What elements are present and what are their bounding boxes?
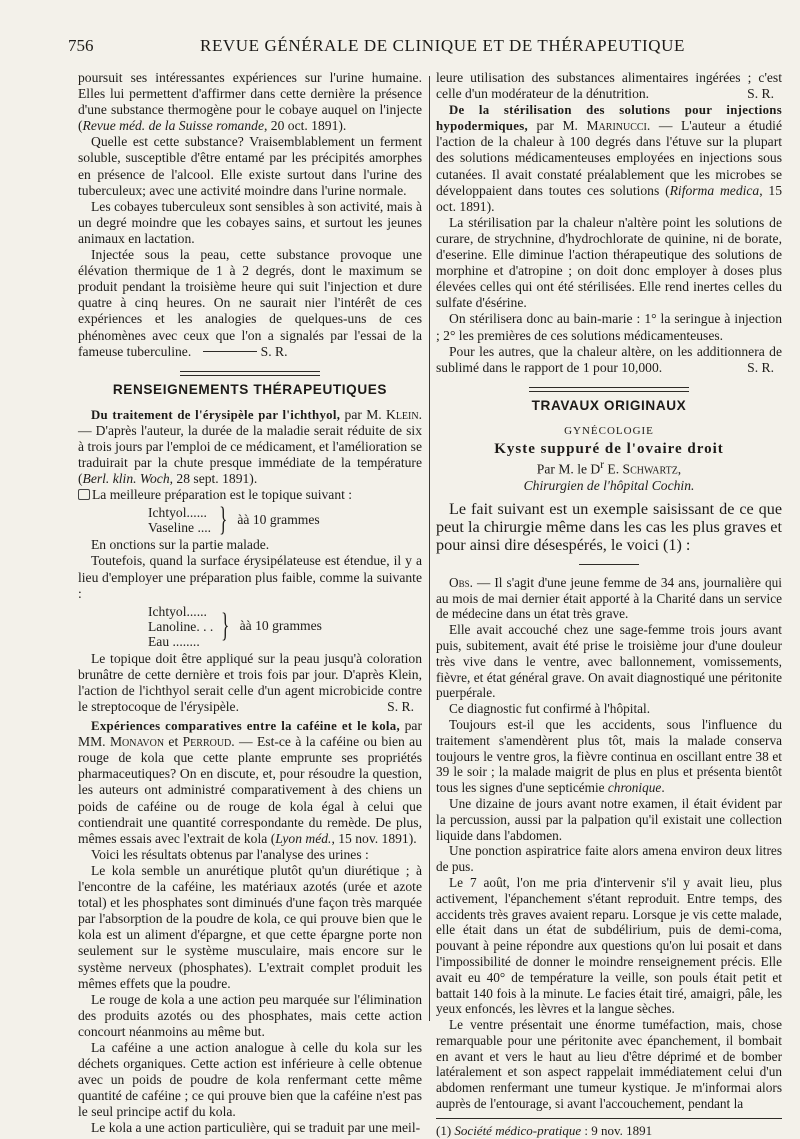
brace: } [221,607,230,645]
article-sterilisation: De la stérilisation des solutions pour injections hypodermiques, par M. Marinucci. — L'auteur a étudié l'action de la chaleur à 100 degrés dans l'étuve sur la plupart des solutions médicamenteuses employées en injections sous cutanées. Il avait constaté préalablement que les microbes se développaient dans toutes ces solutions (Riforma medica, 15 oct. 1891). [436,103,783,214]
formula-quantity: àà 10 grammes [239,618,322,634]
paragraph: Le kola a une action particulière, qui se traduit par une meil- [91,1120,421,1136]
pointing-hand-icon [78,489,90,500]
footnote: (1) Société médico-pratique : 9 nov. 1891 [436,1122,653,1138]
formula-2 [148,604,422,649]
paragraph: La caféine a une action analogue à celle du kola sur les déchets organiques. Cette action est inférieure à celle obtenue avec un poids de poudre de kola renfermant cette même quantité de caféine ; ce qui prouve bien que la caféine n'est pas le seul principe actif du kola. [78,1039,422,1120]
formula-1 [148,501,422,539]
separator-rule [579,564,639,565]
paragraph: La stérilisation par la chaleur n'altère point les solutions de curare, de strychnine, d'hydrochlorate de quinine, ni de borate, d'eserine. Elle diminue l'action thérapeutique des solutions de morphine et d'atropine ; on doit donc employer à doses plus élevées celles qui ont été stérilisées. Elle rend inertes celles du sulfate d'ésérine. [436,214,782,311]
formula-quantity: àà 10 grammes [237,512,320,528]
page-header [68,34,788,64]
brace: } [219,501,228,539]
author-name: Perroud [182,734,232,750]
paragraph: Le topique doit être appliqué sur la peau jusqu'à coloration brunâtre de cette dernière et trois fois par jour. D'après Klein, l'action de l'ichthyol serait celle d'un agent microbicide contre le streptocoque de l'érysipèle. S. R. [78,650,422,714]
formula-item: Lanoline. . . [148,618,214,634]
paragraph: La meilleure préparation est le topique suivant : [78,487,422,503]
signature: S. R. [747,359,774,375]
paragraph: Voici les résultats obtenus par l'analyse des urines : [91,846,369,862]
paragraph: On stérilisera donc au bain-marie : 1° la seringue à injection ; 2° les premières de ces solutions médicamenteuses. [436,311,782,343]
article-title: Du traitement de l'érysipèle par l'ichthyol, [91,407,341,422]
article-author: Par M. le $D^r$ E. Schwartz, [536,459,682,477]
paragraph: Les cobayes tuberculeux sont sensibles à son activité, mais à un degré moindre que les cobayes sains, et surtout les jeunes animaux en lactation. [78,198,422,246]
right-column [436,70,782,1139]
paragraph: Une ponction aspiratrice faite alors amena environ deux litres de pus. [436,843,782,875]
paragraph: Quelle est cette substance? Vraisemblablement un ferment soluble, susceptible d'être entamé par les précipités amorphes en présence de l'alcool. Elle existe surtout dans l'urine des tuberculeux; avec une activité moindre dans l'urine normale. [78,134,422,198]
paragraph: Le 7 août, l'on me pria d'intervenir s'il y avait lieu, plus activement, l'épanchement s'étant reproduit. Entre temps, des accidents très graves avaient reparu. Lorsque je vis cette malade, elle était dans un état de subdélirium, puis de demi-coma, pouvant à peine répondre aux questions qu'on lui posait et dans l'impossibilité de donner le moindre renseignement précis. Elle avait eu 40° de température la veille, son pouls était petit et battait 140 fois à la minute. Le facies était tiré, amaigri, pâle, les yeux enfoncés, les lèvres et la langue sèches. [436,874,782,1017]
author-affiliation: Chirurgien de l'hôpital Cochin. [523,477,695,493]
subsection-label: GYNÉCOLOGIE [564,424,654,437]
author-name: Monavon [109,734,165,750]
paragraph: En onctions sur la partie malade. [91,537,270,553]
signature: S. R. [387,699,414,714]
article-title: Kyste suppuré de l'ovaire droit [494,440,724,457]
formula-item: Ichtyol...... [148,505,207,521]
paragraph: Une dizaine de jours avant notre examen, il était évident par la percussion, aussi par la palpation qu'il existait une collection liquide dans l'abdomen. [436,795,782,843]
paragraph: Elle avait accouché chez une sage-femme trois jours avant puis, subitement, avait été prise le troisième jour d'une douleur très vive dans le ventre, avec ballonnement, vomissements, fièvre, et état général grave. On avait diagnostiqué une péritonite puerpérale. [436,622,782,701]
section-heading-travaux [436,387,782,414]
continued-paragraph: leure utilisation des substances alimentaires ingérées ; c'est celle d'un modérateur de la dénutrition. S. R. [436,70,782,102]
paragraph: Le rouge de kola a une action peu marquée sur l'élimination des produits azotés ou des phosphates, mais cette action concourt néanmoins au même but. [78,991,422,1039]
obs-label: Obs. [449,574,473,590]
paragraph: Toutefois, quand la surface érysipélateuse est étendue, il y a lieu d'employer une préparation plus faible, comme la suivante : [78,553,422,601]
paragraph: Le kola semble un anurétique plutôt qu'un diurétique ; à l'encontre de la caféine, les matériaux azotés (urée et azote total) et les phosphates sont diminués d'une façon très marquée par l'absorption de la poudre de kola, ce qui prouve bien que le kola est un aliment d'épargne, et que cette épargne porte non seulement sur le système musculaire, mais encore sur le système nerveux (phosphates). L'extrait complet produit les mêmes effets que la poudre. [78,862,422,991]
footnote-rule [436,1118,782,1119]
paragraph: Injectée sous la peau, cette substance provoque une élévation thermique de 1 à 2 degrés, dont le maximum se produit pendant la troisième heure qui suit l'injection et dure quatre à cinq heures. On ne saurait nier l'intérêt de ces expériences et les analogies de quelques-uns de ces phénomènes avec ceux que l'on a signalés par l'essai de la fameuse tuberculine. S. R. [78,247,422,359]
formula-item: Vaseline .... [148,520,212,536]
page-number: 756 [68,36,94,55]
paragraph: Ce diagnostic fut confirmé à l'hôpital. [449,701,651,717]
article-title: De la stérilisation des solutions pour injections hypodermiques, [436,103,782,134]
formula-item: Eau ........ [148,633,200,649]
introduction: Le fait suivant est un exemple saisissant de ce que peut la chirurgie même dans les cas les plus graves et pour ainsi dire désespérés, le voici (1) : [436,499,782,554]
section-heading-renseignements [78,371,422,398]
double-rule [529,387,689,392]
double-rule [180,371,320,376]
continued-paragraph: poursuit ses intéressantes expériences sur l'urine humaine. Elles lui permettent d'affirmer dans cette dernière la présence d'une substance thermogène pour le cobaye auquel on l'injecte (Revue méd. de la Suisse romande, 20 oct. 1891). [78,70,422,134]
author-name: Klein [386,406,419,422]
column-divider [429,76,430,1021]
section-title: RENSEIGNEMENTS THÉRAPEUTIQUES [112,381,388,397]
formula-item: Ichtyol...... [148,603,207,619]
paragraph: Obs. — Il s'agit d'une jeune femme de 34 ans, journalière qui au mois de mai dernier était apporté à la Charité dans un service de médecine dans un état très grave. [436,574,782,622]
author-name: Marinucci [586,118,647,134]
paragraph: Pour les autres, que la chaleur altère, on les additionnera de sublimé dans le rapport de 1 pour 10,000. S. R. [436,343,782,375]
article-cafeine-kola: Expériences comparatives entre la caféine et le kola, par MM. Monavon et Perroud. — Est-ce à la caféine ou bien au rouge de kola que cette plante emprunte ses propriétés pharmaceutiques? On en discute, et, pour résoudre la question, les auteurs ont administré comparativement à des chiens un poids de caféine ou de rouge de kola égal à celui que contiendrait une quantité correspondante du remède. De plus, mêmes essais avec l'extrait de kola (Lyon méd., 15 nov. 1891). [78,718,422,846]
paragraph: Toujours est-il que les accidents, sous l'influence du traitement s'amendèrent plus tôt, mais la malade conserva toujours le ventre gros, la fièvre continua en oscillant entre 38 et 39 le soir ; la malade maigrit de plus en plus et présenta bientôt tous les signes d'une septicémie chronique. [436,716,782,796]
article-title: Expériences comparatives entre la caféine et le kola, [91,719,400,734]
left-column [78,70,422,1137]
article-ichthyol: Du traitement de l'érysipèle par l'ichthyol, par M. Klein. — D'après l'auteur, la durée de la maladie serait réduite de six à trois jours par l'emploi de ce médicament, et l'amélioration se traduirait par la chute presque immédiate de la température (Berl. klin. Woch, 28 sept. 1891). [78,406,422,487]
observation [436,575,782,1112]
running-title: REVUE GÉNÉRALE DE CLINIQUE ET DE THÉRAPEUTIQUE [200,36,685,55]
signature: S. R. [260,343,288,359]
paragraph: Le ventre présentait une énorme tuméfaction, mais, chose remarquable pour une péritonite avec épanchement, il bombait en avant et vers le haut au lieu d'être déprimé et de bomber latéralement et son aspect rappelait immédiatement celui d'un abdomen renfermant une tumeur kystique. Je m'informai alors auprès de l'entourage, si avant l'accouchement, pendant la [436,1017,782,1112]
section-title: TRAVAUX ORIGINAUX [531,397,687,413]
signature: S. R. [747,86,774,102]
